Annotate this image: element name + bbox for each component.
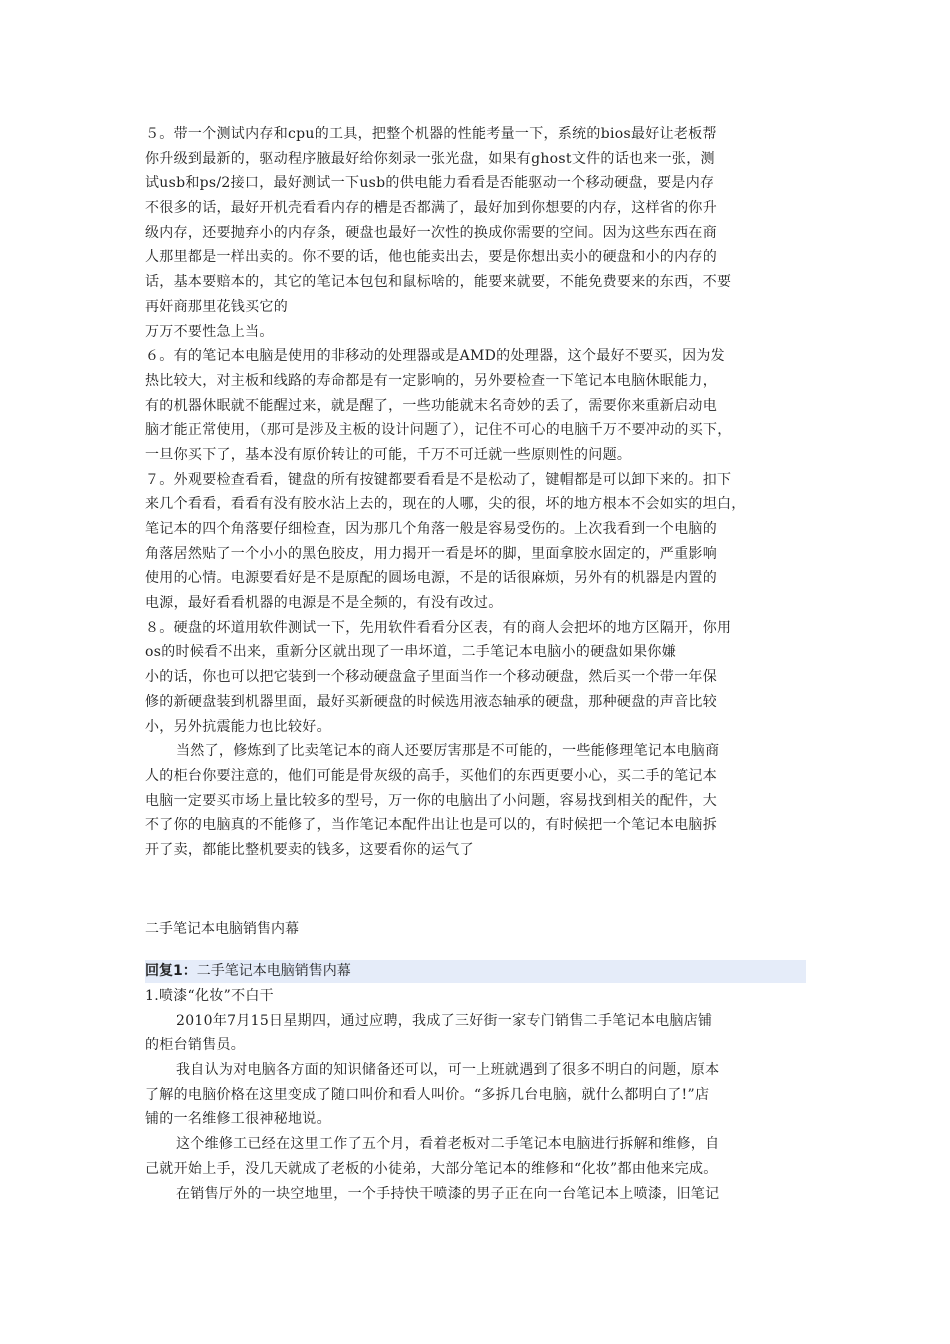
text-line: 己就开始上手，没几天就成了老板的小徒弟，大部分笔记本的维修和“化妆”都由他来完成。 xyxy=(145,1160,718,1177)
text-line: os的时候看不出来，重新分区就出现了一串坏道，二手笔记本电脑小的硬盘如果你嫌 xyxy=(145,644,677,661)
text-line: 小，另外抗震能力也比较好。 xyxy=(145,718,331,735)
text-line: 电脑一定要买市场上量比较多的型号，万一你的电脑出了小问题，容易找到相关的配件，大 xyxy=(145,792,717,809)
text-line: 当然了，修炼到了比卖笔记本的商人还要厉害那是不可能的，一些能修理笔记本电脑商 xyxy=(176,743,720,760)
text-line: 有的机器休眠就不能醒过来，就是醒了，一些功能就末名奇妙的丢了，需要你来重新启动电 xyxy=(145,397,717,414)
reply-title: 二手笔记本电脑销售内幕 xyxy=(196,963,351,979)
text-line: 不了你的电脑真的不能修了，当作笔记本配件出让也是可以的，有时候把一个笔记本电脑拆 xyxy=(145,817,717,834)
text-line: 在销售厅外的一块空地里，一个手持快干喷漆的男子正在向一台笔记本上喷漆，旧笔记 xyxy=(176,1185,720,1202)
text-line: 使用的心情。电源要看好是不是原配的圆场电源，不是的话很麻烦，另外有的机器是内置的 xyxy=(145,570,717,587)
text-line: 话，基本要赔本的，其它的笔记本包包和鼠标啥的，能要来就要，不能免费要来的东西，不要 xyxy=(145,274,732,291)
article-body-part1 xyxy=(145,122,810,863)
text-line: 试usb和ps/2接口，最好测试一下usb的供电能力看看是否能驱动一个移动硬盘，要是内存 xyxy=(145,175,715,192)
text-line: 铺的一名维修工很神秘地说。 xyxy=(145,1111,331,1128)
text-line: 人那里都是一样出卖的。你不要的话，他也能卖出去，要是你想出卖小的硬盘和小的内存的 xyxy=(145,249,717,266)
text-line: 不很多的话，最好开机壳看看内存的槽是否都满了，最好加到你想要的内存，这样省的你升 xyxy=(145,200,717,217)
text-line: 的柜台销售员。 xyxy=(145,1037,246,1054)
reply-label: 回复1： xyxy=(145,963,197,979)
text-line: 万万不要性急上当。 xyxy=(145,323,274,340)
text-line: ８。硬盘的坏道用软件测试一下，先用软件看看分区表，有的商人会把坏的地方区隔开，你用 xyxy=(145,619,732,636)
text-line: 修的新硬盘装到机器里面，最好买新硬盘的时候选用液态轴承的硬盘，那种硬盘的声音比较 xyxy=(145,693,717,710)
text-line: 你升级到最新的，驱动程序腋最好给你刻录一张光盘，如果有ghost文件的话也来一张，测 xyxy=(145,150,715,167)
text-line: 开了卖，都能比整机要卖的钱多，这要看你的运气了 xyxy=(145,841,474,858)
text-line: 一旦你买下了，基本没有原价转让的可能，千万不可迁就一些原则性的问题。 xyxy=(145,446,632,463)
text-line: 小的话，你也可以把它装到一个移动硬盘盒子里面当作一个移动硬盘，然后买一个带一年保 xyxy=(145,669,717,686)
text-line: 1.喷漆“化妆”不白干 xyxy=(145,988,274,1004)
section-title: 二手笔记本电脑销售内幕 xyxy=(145,921,299,937)
reply-header xyxy=(145,960,806,983)
text-line: 笔记本的四个角落要仔细检查，因为那几个角落一般是容易受伤的。上次我看到一个电脑的 xyxy=(145,521,717,537)
article-body-part2 xyxy=(145,984,810,1206)
text-line: 角落居然贴了一个小小的黑色胶皮，用力揭开一看是坏的脚，里面拿胶水固定的，严重影响 xyxy=(145,545,717,562)
text-line: 人的柜台你要注意的，他们可能是骨灰级的高手，买他们的东西更要小心，买二手的笔记本 xyxy=(145,767,717,784)
text-line: 我自认为对电脑各方面的知识储备还可以，可一上班就遇到了很多不明白的问题，原本 xyxy=(176,1062,720,1079)
text-line: 来几个看看，看看有没有胶水沾上去的，现在的人哪，尖的很，坏的地方根本不会如实的坦白， xyxy=(145,496,746,513)
text-line: 脑才能正常使用，（那可是涉及主板的设计问题了），记住不可心的电脑千万不要冲动的买下， xyxy=(145,422,732,439)
text-line: 这个维修工已经在这里工作了五个月，看着老板对二手笔记本电脑进行拆解和维修，自 xyxy=(176,1136,720,1153)
text-line: 了解的电脑价格在这里变成了随口叫价和看人叫价。“多拆几台电脑，就什么都明白了!”店 xyxy=(145,1086,710,1103)
text-line: 级内存，还要抛弃小的内存条，硬盘也最好一次性的换成你需要的空间。因为这些东西在商 xyxy=(145,224,717,241)
text-line: 再奸商那里花钱买它的 xyxy=(145,298,288,315)
text-line: 热比较大，对主板和线路的寿命都是有一定影响的，另外要检查一下笔记本电脑休眠能力， xyxy=(145,372,717,389)
text-line: 电源，最好看看机器的电源是不是全频的，有没有改过。 xyxy=(145,595,503,612)
text-line: 2010年7月15日星期四，通过应聘，我成了三好街一家专门销售二手笔记本电脑店铺 xyxy=(176,1012,713,1029)
text-line: ５。带一个测试内存和cpu的工具，把整个机器的性能考量一下，系统的bios最好让老板帮 xyxy=(145,126,717,142)
text-line: ６。有的笔记本电脑是使用的非移动的处理器或是AMD的处理器，这个最好不要买，因为发 xyxy=(145,348,725,365)
text-line: ７。外观要检查看看，键盘的所有按键都要看看是不是松动了，键帽都是可以卸下来的。扣下 xyxy=(145,471,732,488)
